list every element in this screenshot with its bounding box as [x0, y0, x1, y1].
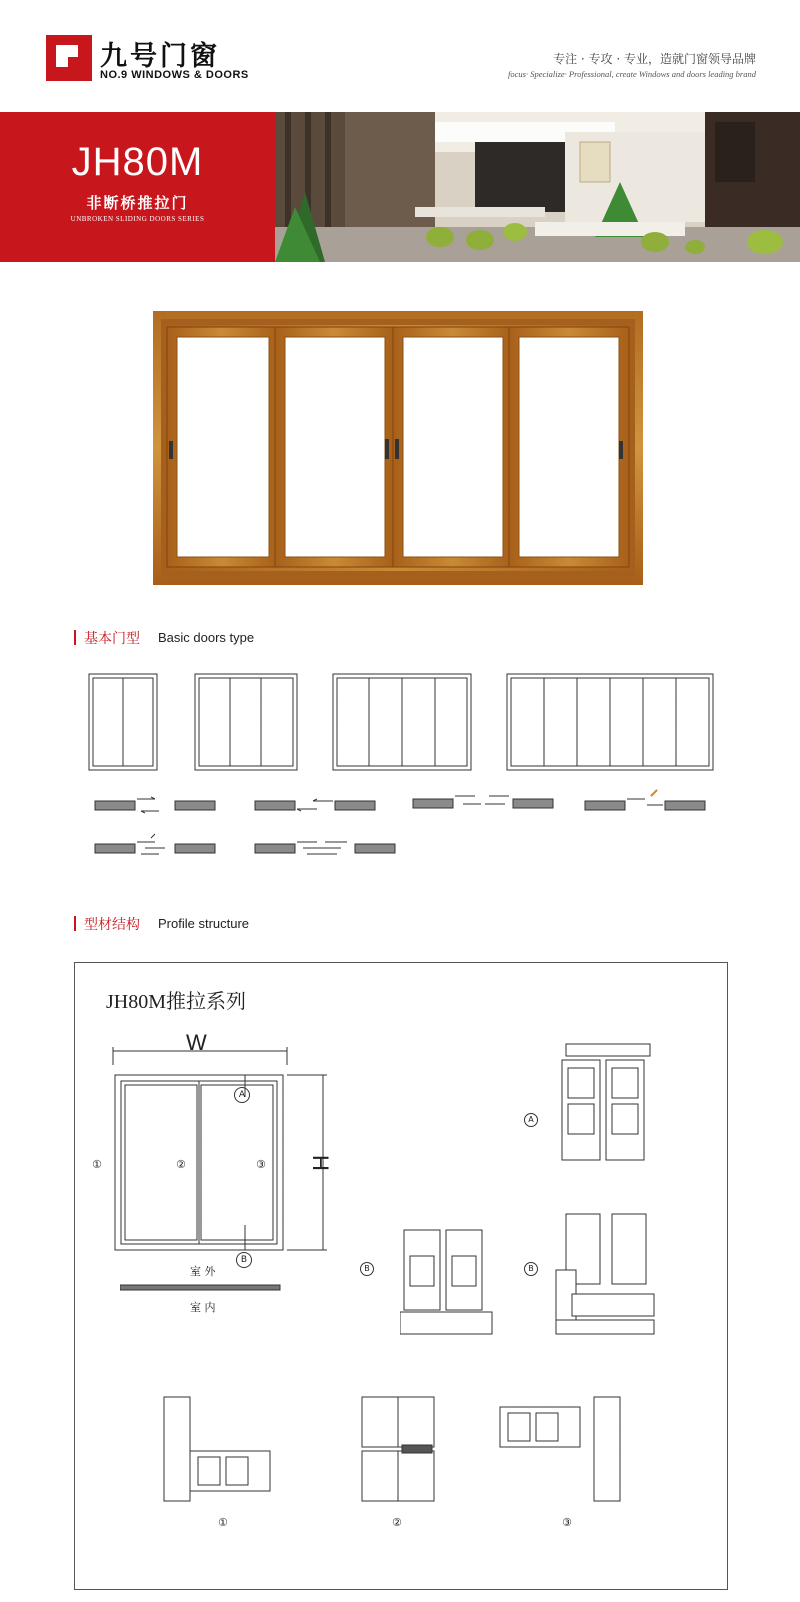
slogan: 专注 · 专攻 · 专业，造就门窗领导品牌	[553, 52, 756, 66]
width-label: W	[186, 1030, 207, 1055]
marker-b-section-left: B	[360, 1262, 374, 1276]
brand-logo-icon	[46, 35, 92, 81]
slogan-en: focus· Specialize· Professional, create Windows and doors leading brand	[508, 69, 756, 79]
brand-name-en: NO.9 WINDOWS & DOORS	[100, 69, 249, 81]
marker-b: B	[236, 1252, 252, 1268]
basic-doors-heading-en: Basic doors type	[158, 630, 255, 645]
profile-section-2	[358, 1395, 468, 1510]
brand-name: 九号门窗	[100, 41, 220, 72]
profile-section-b-right	[552, 1210, 662, 1345]
marker-a: A	[234, 1087, 250, 1103]
profile-section-1	[160, 1395, 290, 1510]
profile-structure-heading: 型材结构	[84, 917, 140, 933]
series-subtitle: 非断桥推拉门	[86, 194, 189, 212]
outdoor-label: 室 外	[190, 1265, 216, 1278]
marker-2-section: ②	[392, 1516, 402, 1529]
track-section-line	[120, 1280, 290, 1298]
dining-room-photo	[275, 112, 800, 262]
basic-doors-heading: 基本门型	[84, 631, 140, 647]
banner-panel	[0, 112, 275, 262]
marker-3: ③	[256, 1158, 266, 1171]
model-title: JH80M	[71, 140, 204, 184]
series-subtitle-en: UNBROKEN SLIDING DOORS SERIES	[70, 215, 205, 223]
section-marker	[74, 630, 76, 645]
marker-3-section: ③	[562, 1516, 572, 1529]
height-label: H	[307, 1155, 333, 1171]
marker-a-section: A	[524, 1113, 538, 1127]
indoor-label: 室 内	[190, 1301, 216, 1314]
profile-section-a	[560, 1040, 660, 1170]
door-type-diagrams	[85, 668, 725, 873]
marker-1-section: ①	[218, 1516, 228, 1529]
sliding-door-photo	[153, 311, 643, 585]
section-marker	[74, 916, 76, 931]
profile-structure-heading-en: Profile structure	[158, 916, 250, 931]
profile-section-b-left	[400, 1226, 500, 1346]
profile-section-3	[498, 1395, 628, 1510]
marker-b-section-right: B	[524, 1262, 538, 1276]
profile-drawing-title: JH80M推拉系列	[106, 991, 247, 1013]
marker-2: ②	[176, 1158, 186, 1171]
marker-1: ①	[92, 1158, 102, 1171]
